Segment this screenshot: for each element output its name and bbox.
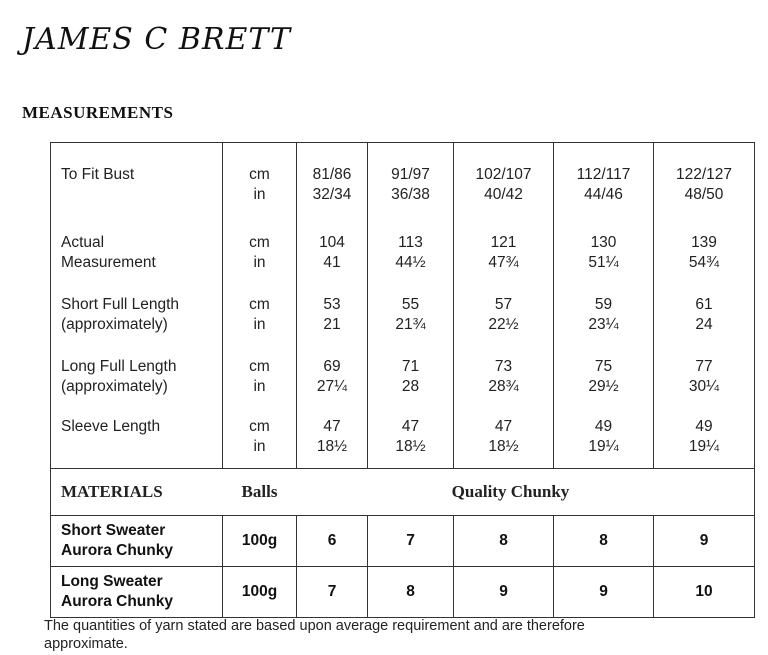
size-value: 23¼ <box>588 315 619 333</box>
unit-cell <box>223 211 297 273</box>
size-value: 28¾ <box>488 377 519 395</box>
size-value: 36/38 <box>391 186 430 203</box>
unit-label: cm <box>249 357 270 375</box>
size-value: 77 <box>695 357 713 375</box>
size-value-cell <box>554 335 654 397</box>
measurement-label-line: (approximately) <box>61 377 168 395</box>
size-value: 18½ <box>316 437 348 455</box>
ball-count: 8 <box>554 516 654 567</box>
size-value-cell <box>454 211 554 273</box>
size-value: 49 <box>695 417 713 435</box>
size-value: 21 <box>323 315 341 333</box>
measurements-table <box>50 142 755 618</box>
size-value: 18½ <box>395 437 426 455</box>
footnote <box>44 617 684 653</box>
size-value-cell <box>554 211 654 273</box>
materials-header-row <box>51 469 755 516</box>
measurement-label-line: Long Full Length <box>61 357 177 375</box>
materials-label-line: Short Sweater <box>61 522 166 539</box>
size-value-cell <box>654 211 755 273</box>
materials-label <box>51 516 223 567</box>
footnote-line: approximate. <box>44 636 128 652</box>
measurement-row <box>51 273 755 335</box>
size-value: 32/34 <box>312 186 352 203</box>
materials-label-line: Long Sweater <box>61 573 163 590</box>
size-value-cell <box>297 397 368 469</box>
ball-count: 8 <box>454 516 554 567</box>
size-value: 69 <box>323 357 341 375</box>
measurement-label-line: Measurement <box>61 253 156 271</box>
size-value: 57 <box>494 295 513 313</box>
size-value: 21¾ <box>395 315 426 333</box>
unit-label: cm <box>249 417 270 435</box>
size-value-cell <box>554 143 654 211</box>
materials-row <box>51 567 755 618</box>
size-value-cell <box>554 397 654 469</box>
measurement-label <box>51 397 223 469</box>
size-value: 19¼ <box>588 437 619 455</box>
size-value: 104 <box>319 233 345 251</box>
header-spacer <box>297 469 368 516</box>
size-value-cell <box>368 211 454 273</box>
measurement-row <box>51 397 755 469</box>
unit-label: in <box>253 377 266 395</box>
size-value-cell <box>654 143 755 211</box>
quality-label: Quality Chunky <box>368 469 654 516</box>
size-value: 47 <box>323 417 341 435</box>
size-value: 40/42 <box>484 186 523 203</box>
unit-cell <box>223 335 297 397</box>
size-value-cell <box>297 211 368 273</box>
unit-label: in <box>253 315 266 333</box>
size-value: 24 <box>695 315 713 333</box>
ball-count: 9 <box>654 516 755 567</box>
size-value-cell <box>654 397 755 469</box>
size-value: 55 <box>401 295 420 313</box>
ball-count: 8 <box>368 567 454 618</box>
measurement-row <box>51 143 755 211</box>
measurement-row <box>51 335 755 397</box>
size-value-cell <box>368 335 454 397</box>
size-value-cell <box>654 273 755 335</box>
size-value: 91/97 <box>391 166 430 183</box>
ball-count: 6 <box>297 516 368 567</box>
size-value: 122/127 <box>675 166 733 183</box>
ball-count: 9 <box>454 567 554 618</box>
size-value: 47 <box>401 417 420 435</box>
size-value: 49 <box>594 417 613 435</box>
size-value: 41 <box>323 253 341 271</box>
brand-title: JAMES C BRETT <box>22 22 291 57</box>
ball-count: 7 <box>368 516 454 567</box>
materials-label-line: Aurora Chunky <box>61 593 173 610</box>
size-value: 53 <box>323 295 341 313</box>
size-value: 44½ <box>395 253 426 271</box>
size-value: 19¼ <box>688 437 720 455</box>
measurement-label <box>51 211 223 273</box>
size-value: 18½ <box>488 437 519 455</box>
balls-label: Balls <box>223 469 297 516</box>
size-value: 75 <box>594 357 613 375</box>
size-value: 73 <box>494 357 513 375</box>
unit-cell <box>223 273 297 335</box>
unit-label: cm <box>249 233 270 251</box>
ball-count: 10 <box>654 567 755 618</box>
unit-cell <box>223 397 297 469</box>
unit-label: in <box>253 253 266 271</box>
measurement-label <box>51 335 223 397</box>
size-value-cell <box>368 143 454 211</box>
header-spacer <box>654 469 755 516</box>
size-value-cell <box>454 335 554 397</box>
unit-label: cm <box>249 166 270 183</box>
size-value-cell <box>454 397 554 469</box>
size-value: 139 <box>691 233 717 251</box>
size-value-cell <box>297 335 368 397</box>
size-value: 30¼ <box>688 377 720 395</box>
measurement-label-line: Short Full Length <box>61 295 180 313</box>
measurement-label <box>51 143 223 211</box>
ball-weight: 100g <box>223 567 297 618</box>
size-value: 61 <box>695 295 713 313</box>
size-value-cell <box>368 273 454 335</box>
unit-label: in <box>253 437 266 455</box>
size-value-cell <box>297 143 368 211</box>
unit-cell <box>223 143 297 211</box>
measurement-label-line: (approximately) <box>61 315 168 333</box>
size-value-cell <box>654 335 755 397</box>
ball-count: 7 <box>297 567 368 618</box>
size-value: 47 <box>494 417 513 435</box>
size-value-cell <box>297 273 368 335</box>
unit-label: cm <box>249 295 270 313</box>
measurement-label-line: To Fit Bust <box>61 166 135 183</box>
size-value: 47¾ <box>488 253 519 271</box>
size-value: 54¾ <box>688 253 720 271</box>
section-title: MEASUREMENTS <box>22 103 174 122</box>
size-value-cell <box>368 397 454 469</box>
size-value: 59 <box>594 295 613 313</box>
measurement-label <box>51 273 223 335</box>
size-value: 112/117 <box>576 166 631 183</box>
ball-weight: 100g <box>223 516 297 567</box>
materials-label-line: Aurora Chunky <box>61 542 173 559</box>
measurement-row <box>51 211 755 273</box>
materials-label <box>51 567 223 618</box>
unit-label: in <box>253 186 266 203</box>
measurement-label-line: Sleeve Length <box>61 417 161 435</box>
size-value: 29½ <box>588 377 619 395</box>
measurement-label-line: Actual <box>61 233 105 251</box>
ball-count: 9 <box>554 567 654 618</box>
size-value: 71 <box>401 357 420 375</box>
size-value: 81/86 <box>312 166 352 183</box>
size-value: 102/107 <box>475 166 532 183</box>
materials-title: MATERIALS <box>51 469 223 516</box>
size-value: 28 <box>401 377 420 395</box>
materials-row <box>51 516 755 567</box>
size-value: 121 <box>490 233 517 251</box>
size-value: 51¼ <box>588 253 619 271</box>
size-value: 113 <box>398 233 423 251</box>
size-value-cell <box>554 273 654 335</box>
size-value-cell <box>454 143 554 211</box>
size-value: 22½ <box>488 315 519 333</box>
size-value: 27¼ <box>316 377 348 395</box>
size-value: 48/50 <box>684 186 724 203</box>
size-value: 130 <box>590 233 617 251</box>
size-value: 44/46 <box>584 186 623 203</box>
size-value-cell <box>454 273 554 335</box>
footnote-line: The quantities of yarn stated are based upon average requirement and are therefore <box>44 618 585 634</box>
